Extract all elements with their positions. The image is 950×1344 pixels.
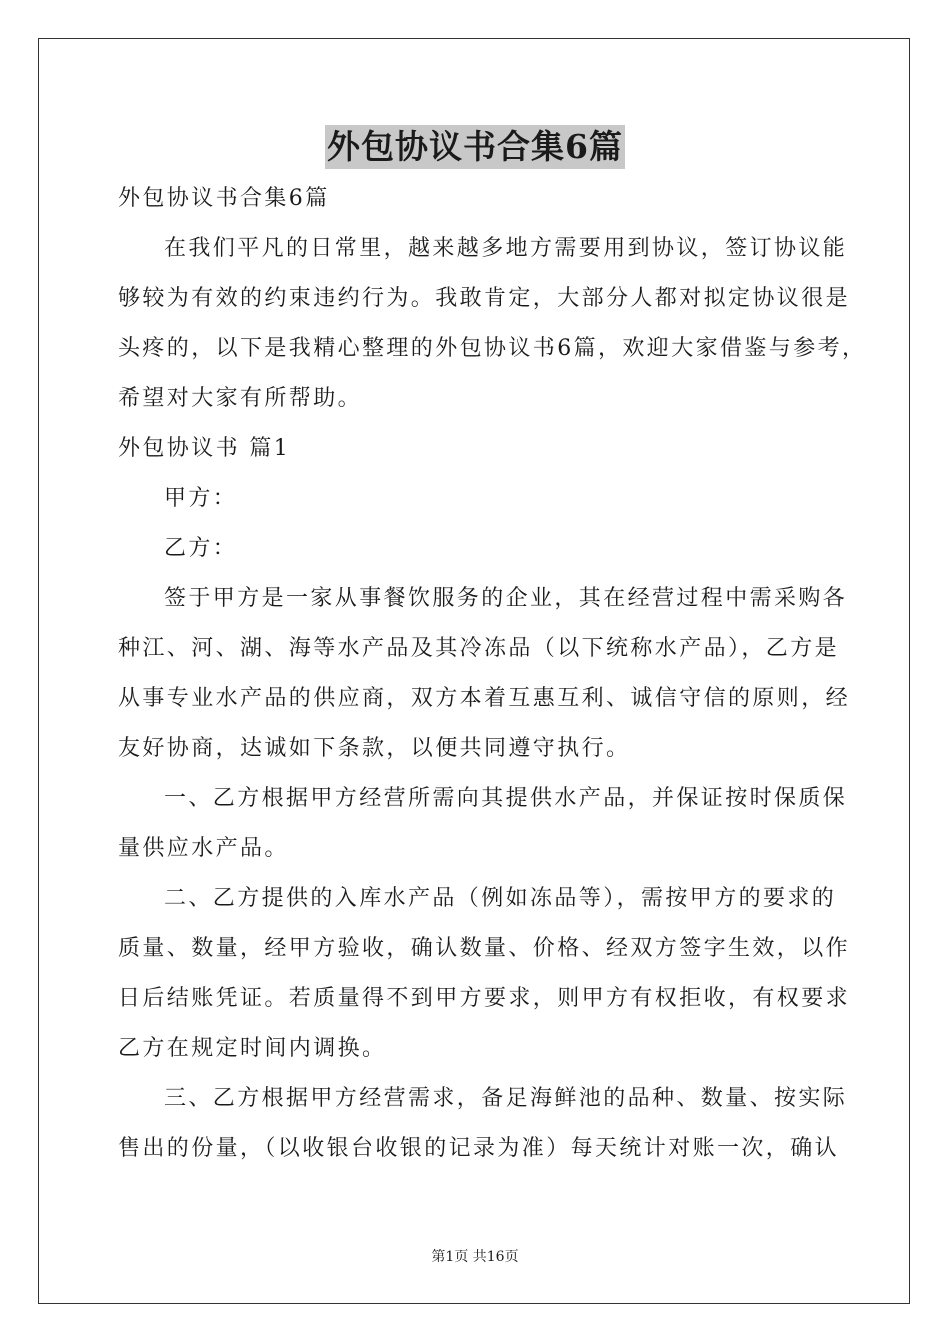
text-line: 质量、数量，经甲方验收，确认数量、价格、经双方签字生效，以作 bbox=[118, 936, 851, 961]
text-line: 一、乙方根据甲方经营所需向其提供水产品，并保证按时保质保 bbox=[164, 786, 848, 811]
text-line: 二、乙方提供的入库水产品（例如冻品等），需按甲方的要求的 bbox=[164, 886, 837, 911]
text-line: 种江、河、湖、海等水产品及其冷冻品（以下统称水产品），乙方是 bbox=[118, 636, 840, 661]
text-line: 在我们平凡的日常里，越来越多地方需要用到协议，签订协议能 bbox=[164, 236, 848, 261]
text-line: 外包协议书合集6篇 bbox=[118, 186, 330, 211]
text-line: 友好协商，达诚如下条款，以便共同遵守执行。 bbox=[118, 736, 631, 761]
text-line: 乙方在规定时间内调换。 bbox=[118, 1036, 387, 1061]
text-line: 乙方： bbox=[164, 536, 238, 561]
text-line: 日后结账凭证。若质量得不到甲方要求，则甲方有权拒收，有权要求 bbox=[118, 986, 851, 1011]
text-line: 售出的份量，（以收银台收银的记录为准）每天统计对账一次，确认 bbox=[118, 1136, 840, 1161]
text-line: 外包协议书 篇1 bbox=[118, 436, 291, 461]
text-line: 签于甲方是一家从事餐饮服务的企业，其在经营过程中需采购各 bbox=[164, 586, 848, 611]
page-footer: 第1页 共16页 bbox=[431, 1249, 519, 1265]
text-line: 够较为有效的约束违约行为。我敢肯定，大部分人都对拟定协议很是 bbox=[118, 286, 851, 311]
text-line: 量供应水产品。 bbox=[118, 836, 289, 861]
text-line: 三、乙方根据甲方经营需求，备足海鲜池的品种、数量、按实际 bbox=[164, 1086, 848, 1111]
text-line: 头疼的，以下是我精心整理的外包协议书6篇，欢迎大家借鉴与参考， bbox=[118, 336, 867, 361]
text-line: 甲方： bbox=[164, 486, 238, 511]
document-body bbox=[118, 177, 867, 1177]
text-line: 希望对大家有所帮助。 bbox=[118, 386, 363, 411]
text-line: 从事专业水产品的供应商，双方本着互惠互利、诚信守信的原则，经 bbox=[118, 686, 851, 711]
document-title: 外包协议书合集6篇 bbox=[325, 125, 625, 169]
title-container bbox=[0, 125, 950, 169]
